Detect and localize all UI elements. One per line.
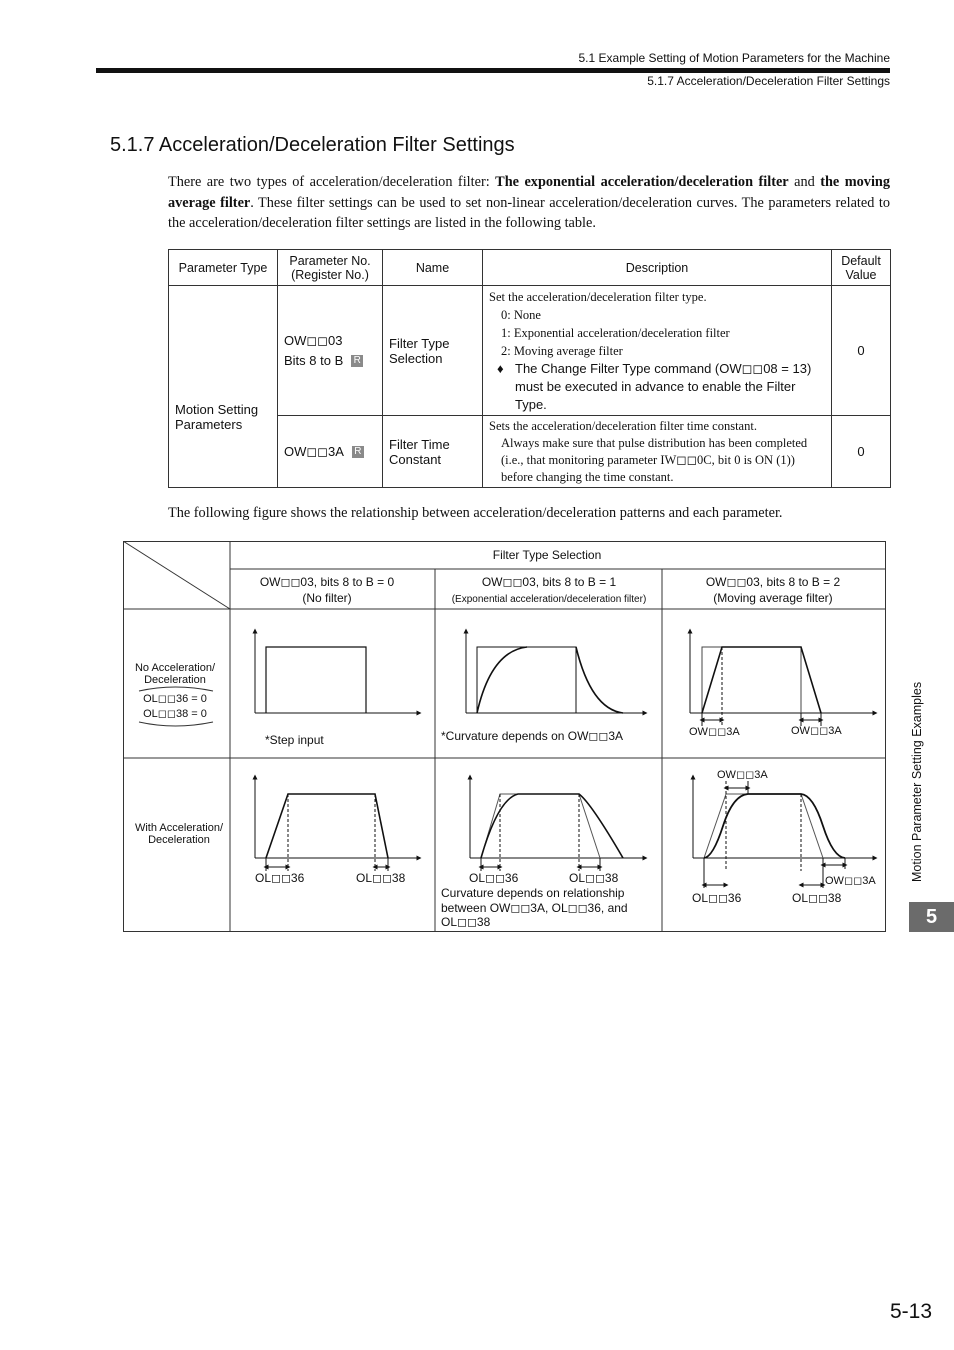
desc-option: 1: Exponential acceleration/deceleration filter	[501, 325, 730, 340]
header-rule	[96, 68, 890, 73]
param-no-cell	[278, 286, 383, 416]
desc-option: 0: None	[501, 307, 541, 322]
curvature-relationship-note: between OW◻◻3A, OL◻◻36, and	[441, 901, 628, 915]
figure-intro: The following figure shows the relationship between acceleration/deceleration patterns and each parameter.	[168, 505, 783, 521]
desc-bullet: ♦ The Change Filter Type command (OW◻◻08 = 13) must be executed in advance to enable the Filter Type.	[497, 360, 812, 412]
col-header-name: Name	[383, 250, 483, 286]
col1-header: OW◻◻03, bits 8 to B = 0	[259, 575, 395, 589]
desc-main: Set the acceleration/deceleration filter type.	[489, 289, 707, 304]
param-no-line2: Bits 8 to B R	[284, 351, 376, 371]
default-cell: 0	[832, 416, 891, 488]
ol36-label: OL◻◻36	[469, 871, 519, 885]
ow3a-label: OW◻◻3A	[689, 726, 740, 738]
ol36-label: OL◻◻36	[692, 891, 742, 905]
row1-label: Deceleration	[144, 674, 206, 686]
col-header-param-no: Parameter No. (Register No.)	[278, 250, 383, 286]
desc-option: 2: Moving average filter	[501, 343, 623, 358]
chapter-tab: 5	[909, 902, 954, 932]
col2-header: OW◻◻03, bits 8 to B = 1	[481, 575, 617, 589]
name-cell: Filter Time Constant	[383, 416, 483, 488]
col2-subheader: (Exponential acceleration/deceleration filter)	[451, 594, 647, 605]
desc-main: Sets the acceleration/deceleration filter time constant.	[489, 419, 757, 433]
ow3a-label: OW◻◻3A	[717, 769, 768, 781]
page-number: 5-13	[889, 1300, 932, 1323]
table-header-row	[169, 250, 891, 286]
description-cell	[483, 286, 832, 416]
col-header-description: Description	[483, 250, 832, 286]
ow3a-label: OW◻◻3A	[825, 875, 876, 887]
r-badge: R	[351, 355, 363, 367]
col3-subheader: (Moving average filter)	[713, 591, 833, 605]
row1-ol36: OL◻◻36 = 0	[143, 693, 207, 705]
row1-label: No Acceleration/	[134, 662, 216, 674]
r-badge: R	[352, 446, 364, 458]
default-cell: 0	[832, 286, 891, 416]
col-header-default: Default Value	[832, 250, 891, 286]
curvature-relationship-note: OL◻◻38	[441, 915, 491, 929]
chapter-sidebar	[902, 650, 932, 890]
parameter-table	[168, 249, 891, 488]
page-title: 5.1.7 Acceleration/Deceleration Filter Settings	[110, 134, 515, 156]
desc-note: Always make sure that pulse distribution has been completed (i.e., that monitoring parameter IW◻◻0C, bit 0 is ON (1)) before changing the time constant.	[501, 436, 808, 484]
filter-type-header: Filter Type Selection	[492, 548, 602, 562]
param-no-line1: OW◻◻03	[284, 332, 343, 348]
col-header-type: Parameter Type	[169, 250, 278, 286]
param-no-cell: OW◻◻3A R	[278, 416, 383, 488]
curvature-relationship-note: Curvature depends on relationship	[441, 886, 625, 900]
table-row	[169, 286, 891, 416]
step-input-note: *Step input	[265, 733, 324, 747]
row1-ol38: OL◻◻38 = 0	[143, 708, 207, 720]
row2-label: With Acceleration/	[134, 822, 224, 834]
row2-label: Deceleration	[148, 834, 210, 846]
col3-header: OW◻◻03, bits 8 to B = 2	[705, 575, 841, 589]
intro-paragraph: There are two types of acceleration/deceleration filter: The exponential acceleration/deceleration filter and the moving average filter. These filter settings can be used to set non-linear acceleration/deceleration curves. The parameters related to the acceleration/deceleration filter settings are listed in the following table.	[168, 174, 891, 231]
param-type-cell: Motion Setting Parameters	[169, 286, 278, 488]
filter-pattern-figure	[123, 541, 887, 933]
curvature-note: *Curvature depends on OW◻◻3A	[441, 729, 624, 743]
chapter-sidebar-label: Motion Parameter Setting Examples	[910, 681, 924, 882]
col1-subheader: (No filter)	[302, 591, 352, 605]
header-section: 5.1 Example Setting of Motion Parameters for the Machine	[578, 51, 890, 65]
ow3a-label: OW◻◻3A	[791, 725, 842, 737]
bullet-icon: ♦	[497, 360, 504, 376]
ol38-label: OL◻◻38	[569, 871, 619, 885]
table-row	[169, 416, 891, 488]
ol36-label: OL◻◻36	[255, 871, 305, 885]
header-subsection: 5.1.7 Acceleration/Deceleration Filter Settings	[647, 74, 890, 88]
ol38-label: OL◻◻38	[356, 871, 406, 885]
description-cell	[483, 416, 832, 488]
name-cell: Filter Type Selection	[383, 286, 483, 416]
ol38-label: OL◻◻38	[792, 891, 842, 905]
